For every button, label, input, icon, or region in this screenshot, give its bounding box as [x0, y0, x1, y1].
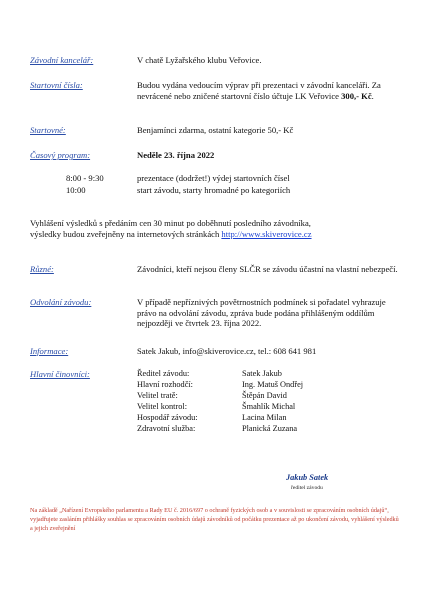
official-role: Velitel tratě: [137, 391, 178, 400]
race-office-label: Závodní kancelář: [30, 55, 94, 65]
official-role: Hlavní rozhodčí: [137, 380, 193, 389]
results-text: výsledky budou zveřejněny na internetových stránkách [30, 228, 222, 239]
results-paragraph [30, 218, 400, 239]
cancellation-value: V případě nepříznivých povětrnostních podmínek si pořadatel vyhrazuje právo na odvolání závodu, zpráva bude podána přihlášeným oddílům nejpozději ve čtvrtek 23. října 2022. [137, 297, 386, 329]
start-numbers-value [137, 80, 403, 101]
official-name: Štěpán David [242, 391, 287, 400]
entry-fee-label: Startovné: [30, 125, 66, 135]
results-line [30, 229, 400, 240]
entry-fee-value: Benjamínci zdarma, ostatní kategorie 50,- Kč [137, 125, 294, 135]
official-name: Planická Zuzana [242, 424, 298, 433]
official-role: Ředitel závodu: [137, 369, 190, 378]
official-role: Zdravotní služba: [137, 424, 196, 433]
start-numbers-amount: 300,- Kč [341, 90, 372, 101]
schedule-item-text: start závodu, starty hromadné po kategoriích [137, 185, 291, 195]
information-label: Informace: [30, 346, 69, 356]
website-link[interactable]: http://www.skiverovice.cz [221, 228, 312, 239]
official-role: Hospodář závodu: [137, 413, 198, 422]
officials-section [30, 369, 400, 439]
official-name: Lacina Milan [242, 413, 287, 422]
race-office-value: V chatě Lyžařského klubu Veřovice. [137, 55, 262, 65]
schedule-date: Neděle 23. října 2022 [137, 150, 215, 160]
official-name: Satek Jakub [242, 369, 282, 378]
schedule-time: 8:00 - 9:30 [66, 173, 104, 183]
schedule-items [30, 173, 400, 197]
schedule-item-text: prezentace (dodržet!) výdej startovních čísel [137, 173, 290, 183]
start-numbers-end: . [371, 90, 374, 101]
officials-label: Hlavní činovníci: [30, 369, 90, 379]
schedule-time: 10:00 [66, 185, 86, 195]
start-numbers-text: Budou vydána vedoucím výprav při prezentaci v závodní kanceláři. Za nevrácené nebo zničené startovní číslo účtuje LK Veřovice [137, 80, 381, 101]
official-name: Ing. Matuš Ondřej [242, 380, 304, 389]
cancellation-label: Odvolání závodu: [30, 297, 92, 307]
official-name: Šmahlík Michal [242, 402, 296, 411]
official-role: Velitel kontrol: [137, 402, 188, 411]
misc-value: Závodníci, kteří nejsou členy SLČR se závodu účastní na vlastní nebezpečí. [137, 264, 398, 274]
signature-role: ředitel závodu [291, 485, 323, 491]
schedule-label: Časový program: [30, 150, 91, 160]
signature-name: Jakub Satek [286, 473, 329, 482]
misc-label: Různé: [30, 264, 54, 274]
results-line: Vyhlášení výsledků s předáním cen 30 minut po doběhnutí posledního závodníka, [30, 218, 311, 228]
start-numbers-label: Startovní čísla: [30, 80, 83, 90]
information-value: Satek Jakub, info@skiverovice.cz, tel.: 608 641 981 [137, 346, 317, 356]
gdpr-notice: Na základě „Nařízení Evropského parlamentu a Rady EU č. 2016/697 o ochraně fyzických osob a v souvislosti se zpracováním osobních údajů“, vyjadřujete zasláním přihlášky souhlas se zpracováním osobních údajů závodníků od počátku prezentace až po ukončení závodu, vyhlášení výsledků a jejich zveřejnění [30, 507, 399, 532]
